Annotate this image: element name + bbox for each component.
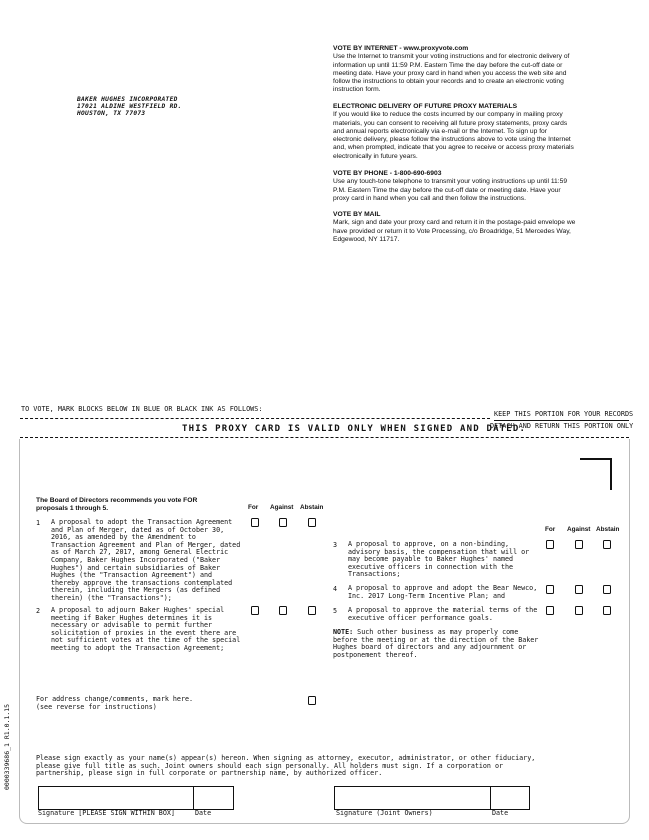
proposal-2-for-checkbox[interactable] [251, 606, 259, 615]
proposal-line: therein) (the "Transactions"); [51, 593, 172, 602]
keep-underline [494, 420, 629, 421]
electronic-line: If you would like to reduce the costs incurred by our company in mailing proxy [333, 111, 563, 119]
column-abstain: Abstain [596, 526, 620, 533]
proposal-1-against-checkbox[interactable] [279, 518, 287, 527]
joint-signature-label: Signature (Joint Owners) [336, 809, 433, 817]
document-id: 0000339686_1 R1.0.1.15 [3, 703, 11, 790]
signing-line: Please sign exactly as your name(s) appear(s) hereon. When signing as attorney, executor, administrator, or other fiduciary, [36, 754, 536, 762]
proposal-number: 1 [36, 519, 41, 527]
proposal-4-for-checkbox[interactable] [546, 585, 554, 594]
phone-heading: VOTE BY PHONE - 1-800-690-6903 [333, 170, 442, 177]
date-label: Date [195, 809, 212, 817]
proposal-4-abstain-checkbox[interactable] [603, 585, 611, 594]
phone-line: proxy card in hand when you call and then follow the instructions. [333, 194, 526, 202]
proposal-line: may become payable to Baker Hughes' named [348, 555, 514, 564]
address-line-3: HOUSTON, TX 77073 [77, 109, 146, 117]
mail-line: Mark, sign and date your proxy card and return it in the postage-paid envelope we [333, 219, 576, 227]
proposal-line: thereby approve the transactions contemplated [51, 578, 233, 587]
proposal-line: A proposal to adopt the Transaction Agreement [51, 518, 233, 526]
vote-by-mail-section [333, 211, 583, 244]
proposal-3-abstain-checkbox[interactable] [603, 540, 611, 549]
detach-portion-label: DETACH AND RETURN THIS PORTION ONLY [490, 422, 634, 430]
column-for: For [545, 526, 556, 533]
phone-line: P.M. Eastern Time the day before the cut-off date or meeting date. Have your [333, 186, 561, 194]
note-line: before the meeting or at the direction of the Baker [333, 635, 539, 644]
electronic-line: and, when prompted, indicate that you agree to receive or access proxy materials [333, 144, 574, 152]
address-change-text [36, 696, 193, 711]
note-line: postponement thereof. [333, 650, 418, 659]
mail-heading: VOTE BY MAIL [333, 211, 381, 218]
proposal-line: Hughes (the "Transaction Agreement") and [51, 571, 213, 580]
vote-marks-instruction: TO VOTE, MARK BLOCKS BELOW IN BLUE OR BLACK INK AS FOLLOWS: [21, 405, 263, 413]
proposal-line: as of March 27, 2017, among General Electric [51, 548, 229, 557]
proposal-3-text [348, 541, 529, 579]
proposal-number: 3 [333, 541, 338, 549]
note-label: NOTE: [333, 628, 354, 636]
proposal-4-against-checkbox[interactable] [575, 585, 583, 594]
signature-box[interactable] [38, 786, 194, 810]
electronic-line: materials, you can consent to receiving all future proxy statements, proxy cards [333, 119, 568, 127]
address-change-line: For address change/comments, mark here. [36, 695, 194, 703]
column-against: Against [567, 526, 591, 533]
internet-line: information up until 11:59 P.M. Eastern Time the day before the cut-off date or [333, 61, 563, 69]
proposal-line: Hughes") and certain subsidiaries of Baker [51, 563, 221, 572]
proposal-3-against-checkbox[interactable] [575, 540, 583, 549]
signing-line: please give full title as such. Joint owners should each sign personally. All holders must sign. If a corporation or [36, 761, 504, 770]
internet-line: Use the Internet to transmit your voting instructions and for electronic delivery of [333, 53, 570, 61]
vote-by-phone-section [333, 170, 583, 203]
electronic-delivery-section [333, 103, 583, 161]
proposal-1-text [51, 519, 240, 603]
proposal-line: meeting if Baker Hughes determines it is [51, 613, 213, 622]
internet-heading: VOTE BY INTERNET - www.proxyvote.com [333, 45, 469, 52]
corner-mark [580, 458, 612, 490]
proposal-number: 4 [333, 585, 338, 593]
proposal-line: 2016, as amended by the Amendment to [51, 533, 196, 542]
internet-line: instruction form. [333, 86, 381, 94]
keep-portion-label: KEEP THIS PORTION FOR YOUR RECORDS [494, 410, 634, 418]
proposal-line: Inc. 2017 Long-Term Incentive Plan; and [348, 591, 506, 600]
perforation-line [20, 418, 490, 419]
joint-signature-box[interactable] [334, 786, 491, 810]
proposal-line: executive officers in connection with the [348, 562, 514, 571]
signing-instructions [36, 755, 535, 778]
proposal-line: A proposal to approve, on a non-binding, [348, 540, 510, 548]
mail-line: have provided or return it to Vote Processing, c/o Broadridge, 51 Mercedes Way, [333, 227, 571, 235]
note-text [333, 629, 538, 659]
proposal-2-text [51, 607, 240, 653]
electronic-line: electronically in future years. [333, 152, 418, 160]
address-change-checkbox[interactable] [308, 696, 316, 705]
proposal-line: necessary or advisable to permit further [51, 621, 213, 630]
proposal-2-abstain-checkbox[interactable] [308, 606, 316, 615]
note-line: Hughes board of directors and any adjournment or [333, 643, 527, 652]
electronic-line: and annual reports electronically via e-mail or the Internet. To sign up for [333, 127, 547, 135]
vote-by-internet-section [333, 45, 583, 95]
note-line: Such other business as may properly come [353, 628, 519, 636]
signature-label: Signature [PLEASE SIGN WITHIN BOX] [38, 809, 175, 817]
board-recommendation-line: The Board of Directors recommends you vote FOR [36, 497, 198, 504]
internet-line: follow the instructions to obtain your records and to create an electronic voting [333, 78, 564, 86]
proposal-5-text [348, 607, 537, 622]
proposal-1-abstain-checkbox[interactable] [308, 518, 316, 527]
proposal-1-for-checkbox[interactable] [251, 518, 259, 527]
proposal-number: 2 [36, 607, 41, 615]
proposal-line: A proposal to adjourn Baker Hughes' special [51, 606, 225, 614]
proposal-line: Company, Baker Hughes Incorporated ("Baker [51, 555, 221, 564]
proposal-2-against-checkbox[interactable] [279, 606, 287, 615]
joint-date-label: Date [492, 809, 509, 817]
proposal-line: A proposal to approve and adopt the Bear Newco, [348, 584, 538, 592]
proposal-line: therein, including the Mergers (as defined [51, 586, 221, 595]
joint-date-box[interactable] [490, 786, 530, 810]
mailing-address [77, 97, 182, 117]
board-recommendation [36, 497, 197, 512]
proposal-line: not sufficient votes at the time of the special [51, 636, 241, 645]
proposal-3-for-checkbox[interactable] [546, 540, 554, 549]
proposal-line: advisory basis, the compensation that will or [348, 547, 530, 556]
proposal-line: and Plan of Merger, dated as of October 30, [51, 525, 225, 534]
proposal-line: Transaction Agreement and Plan of Merger, dated [51, 540, 241, 549]
electronic-heading: ELECTRONIC DELIVERY OF FUTURE PROXY MATERIALS [333, 103, 518, 110]
proposal-4-text [348, 585, 537, 600]
column-for: For [248, 504, 259, 511]
column-against: Against [270, 504, 294, 511]
electronic-line: electronic delivery, please follow the instructions above to vote using the Internet [333, 136, 571, 144]
proposal-5-abstain-checkbox[interactable] [603, 606, 611, 615]
proposal-number: 5 [333, 607, 338, 615]
proposal-line: A proposal to approve the material terms of the [348, 606, 538, 614]
valid-notice: THIS PROXY CARD IS VALID ONLY WHEN SIGNED AND DATED. [182, 424, 527, 434]
proposal-5-against-checkbox[interactable] [575, 606, 583, 615]
address-line-1: BAKER HUGHES INCORPORATED [77, 96, 178, 103]
proposal-line: meeting to adopt the Transaction Agreement; [51, 643, 225, 652]
address-line-2: 17021 ALDINE WESTFIELD RD. [77, 102, 182, 110]
proposal-line: solicitation of proxies in the event there are [51, 628, 237, 637]
date-box[interactable] [193, 786, 234, 810]
phone-line: Use any touch-tone telephone to transmit your voting instructions up until 11:59 [333, 178, 568, 186]
internet-line: meeting date. Have your proxy card in hand when you access the web site and [333, 69, 567, 77]
perforation-line [20, 437, 629, 438]
mail-line: Edgewood, NY 11717. [333, 235, 400, 243]
proposal-line: executive officer performance goals. [348, 613, 493, 622]
column-abstain: Abstain [300, 504, 324, 511]
address-change-line: (see reverse for instructions) [36, 702, 157, 711]
proposal-line: Transactions; [348, 570, 401, 579]
signing-line: partnership, please sign in full corporate or partnership name, by authorized officer. [36, 769, 383, 778]
board-recommendation-line: proposals 1 through 5. [36, 504, 109, 512]
proposal-5-for-checkbox[interactable] [546, 606, 554, 615]
